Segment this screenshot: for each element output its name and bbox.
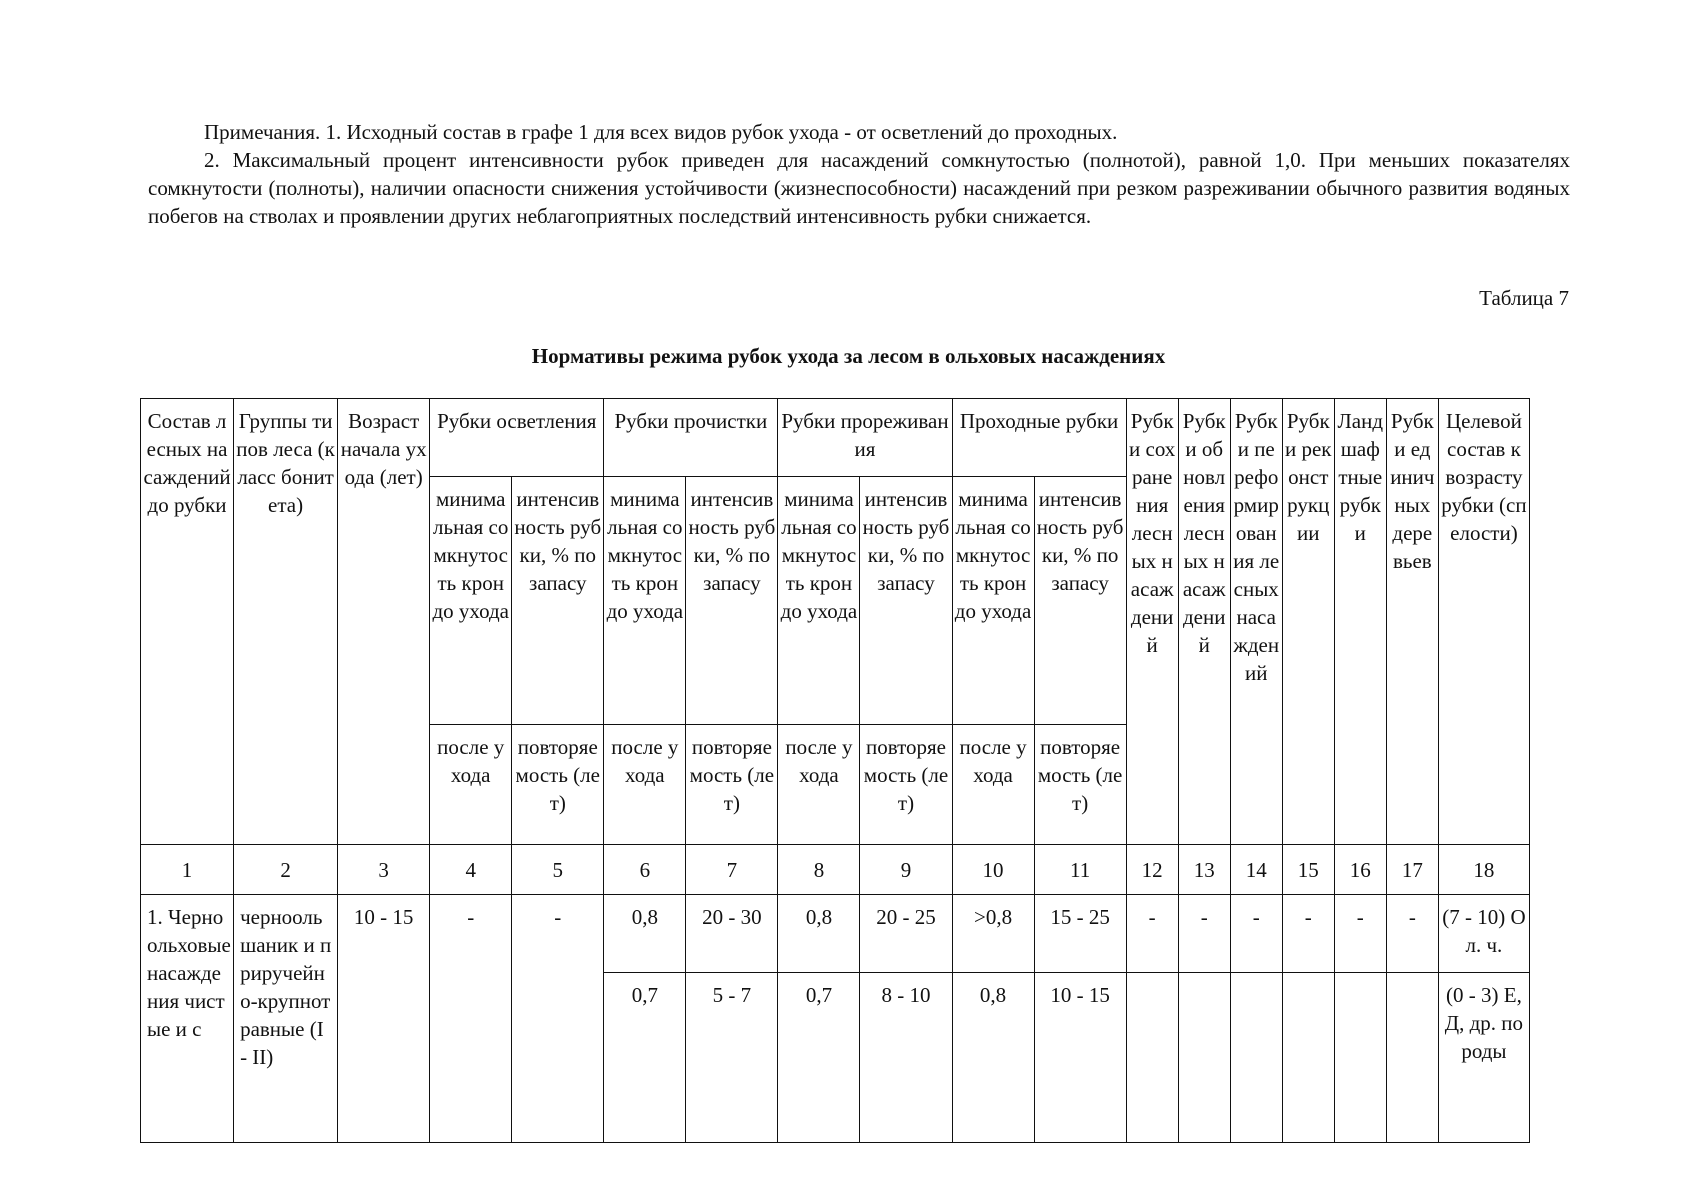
table-cell — [1126, 973, 1178, 1143]
table-title: Нормативы режима рубок ухода за лесом в ольховых насаждениях — [531, 344, 1166, 368]
table-cell: 15 - 25 — [1034, 895, 1126, 973]
table-cell — [430, 973, 512, 1143]
column-number: 11 — [1034, 845, 1126, 895]
table-cell: 8 - 10 — [860, 973, 952, 1143]
table-cell: 0,8 — [778, 895, 860, 973]
column-number: 2 — [234, 845, 338, 895]
header-passage-cutting: Проходные рубки — [952, 399, 1126, 477]
header-renewal: Рубки обновления лесных насаждений — [1178, 399, 1230, 845]
sub-after-care: после ухода — [952, 725, 1034, 845]
table-cell: - — [1178, 895, 1230, 973]
column-number: 6 — [604, 845, 686, 895]
norms-table — [140, 398, 1530, 1143]
sub-repeat: повторяемость (лет) — [860, 725, 952, 845]
column-number: 16 — [1334, 845, 1386, 895]
table-cell: 0,7 — [604, 973, 686, 1143]
notes-block — [148, 118, 1570, 230]
sub-repeat: повторяемость (лет) — [512, 725, 604, 845]
table-cell: - — [1334, 895, 1386, 973]
table-cell: 0,8 — [604, 895, 686, 973]
row-forest-type: черноольшаник и приручейно-крупнотравные (I - II) — [234, 895, 338, 1143]
table-cell: 0,8 — [952, 973, 1034, 1143]
sub-intensity: интенсивность рубки, % по запасу — [686, 477, 778, 725]
header-forest-type: Группы типов леса (класс бонитета) — [234, 399, 338, 845]
header-clearing: Рубки осветления — [430, 399, 604, 477]
table-cell: - — [1126, 895, 1178, 973]
table-cell: 5 - 7 — [686, 973, 778, 1143]
table-cell: - — [430, 895, 512, 973]
column-number: 13 — [1178, 845, 1230, 895]
table-cell — [512, 973, 604, 1143]
sub-repeat: повторяемость (лет) — [686, 725, 778, 845]
header-conservation: Рубки сохранения лесных насаждений — [1126, 399, 1178, 845]
header-reconstruction: Рубки реконструкции — [1282, 399, 1334, 845]
table-cell: - — [1282, 895, 1334, 973]
note-2: 2. Максимальный процент интенсивности рубок приведен для насаждений сомкнутостью (полнотой), равной 1,0. При меньших показателях сомкнутости (полноты), наличии опасности снижения устойчивости (жизнеспособности) насаждений при резком разреживании обычного развития водяных побегов на стволах и проявлении других неблагоприятных последствий интенсивность рубки снижается. — [148, 148, 1570, 228]
table-row — [141, 895, 1530, 973]
header-single-trees: Рубки единичных деревьев — [1386, 399, 1438, 845]
table-cell: - — [512, 895, 604, 973]
sub-min-density: минимальная сомкнутость крон до ухода — [604, 477, 686, 725]
sub-repeat: повторяемость (лет) — [1034, 725, 1126, 845]
row-composition: 1. Черноольховые насаждения чистые и с — [141, 895, 234, 1143]
table-cell: (7 - 10) Ол. ч. — [1438, 895, 1529, 973]
table-cell — [1334, 973, 1386, 1143]
sub-min-density: минимальная сомкнутость крон до ухода — [778, 477, 860, 725]
header-cleaning: Рубки прочистки — [604, 399, 778, 477]
column-number: 4 — [430, 845, 512, 895]
sub-after-care: после ухода — [430, 725, 512, 845]
table-cell: 0,7 — [778, 973, 860, 1143]
table-cell — [1386, 973, 1438, 1143]
column-number: 9 — [860, 845, 952, 895]
column-number: 14 — [1230, 845, 1282, 895]
table-cell — [1230, 973, 1282, 1143]
table-cell: - — [1230, 895, 1282, 973]
sub-min-density: минимальная сомкнутость крон до ухода — [952, 477, 1034, 725]
sub-after-care: после ухода — [604, 725, 686, 845]
header-composition: Состав лесных насаждений до рубки — [141, 399, 234, 845]
table-cell: 20 - 30 — [686, 895, 778, 973]
table-cell — [1282, 973, 1334, 1143]
column-number: 1 — [141, 845, 234, 895]
column-number-row — [141, 845, 1530, 895]
header-start-age: Возраст начала ухода (лет) — [338, 399, 430, 845]
column-number: 18 — [1438, 845, 1529, 895]
sub-intensity: интенсивность рубки, % по запасу — [512, 477, 604, 725]
column-number: 17 — [1386, 845, 1438, 895]
table-cell: 20 - 25 — [860, 895, 952, 973]
table-cell: (0 - 3) Е, Д, др. породы — [1438, 973, 1529, 1143]
header-thinning: Рубки прореживания — [778, 399, 952, 477]
table-cell — [1178, 973, 1230, 1143]
column-number: 10 — [952, 845, 1034, 895]
column-number: 8 — [778, 845, 860, 895]
header-landscape: Ландшафтные рубки — [1334, 399, 1386, 845]
table-cell: - — [1386, 895, 1438, 973]
table-number: Таблица 7 — [1479, 286, 1569, 310]
table-cell: >0,8 — [952, 895, 1034, 973]
column-number: 12 — [1126, 845, 1178, 895]
column-number: 7 — [686, 845, 778, 895]
column-number: 5 — [512, 845, 604, 895]
row-start-age: 10 - 15 — [338, 895, 430, 1143]
sub-intensity: интенсивность рубки, % по запасу — [1034, 477, 1126, 725]
header-target-composition: Целевой состав к возрасту рубки (спелости) — [1438, 399, 1529, 845]
header-reforming: Рубки переформирования лесных насаждений — [1230, 399, 1282, 845]
table-cell: 10 - 15 — [1034, 973, 1126, 1143]
sub-intensity: интенсивность рубки, % по запасу — [860, 477, 952, 725]
note-1: Примечания. 1. Исходный состав в графе 1 для всех видов рубок ухода - от осветлений до проходных. — [204, 120, 1118, 144]
column-number: 3 — [338, 845, 430, 895]
sub-after-care: после ухода — [778, 725, 860, 845]
sub-min-density: минимальная сомкнутость крон до ухода — [430, 477, 512, 725]
column-number: 15 — [1282, 845, 1334, 895]
